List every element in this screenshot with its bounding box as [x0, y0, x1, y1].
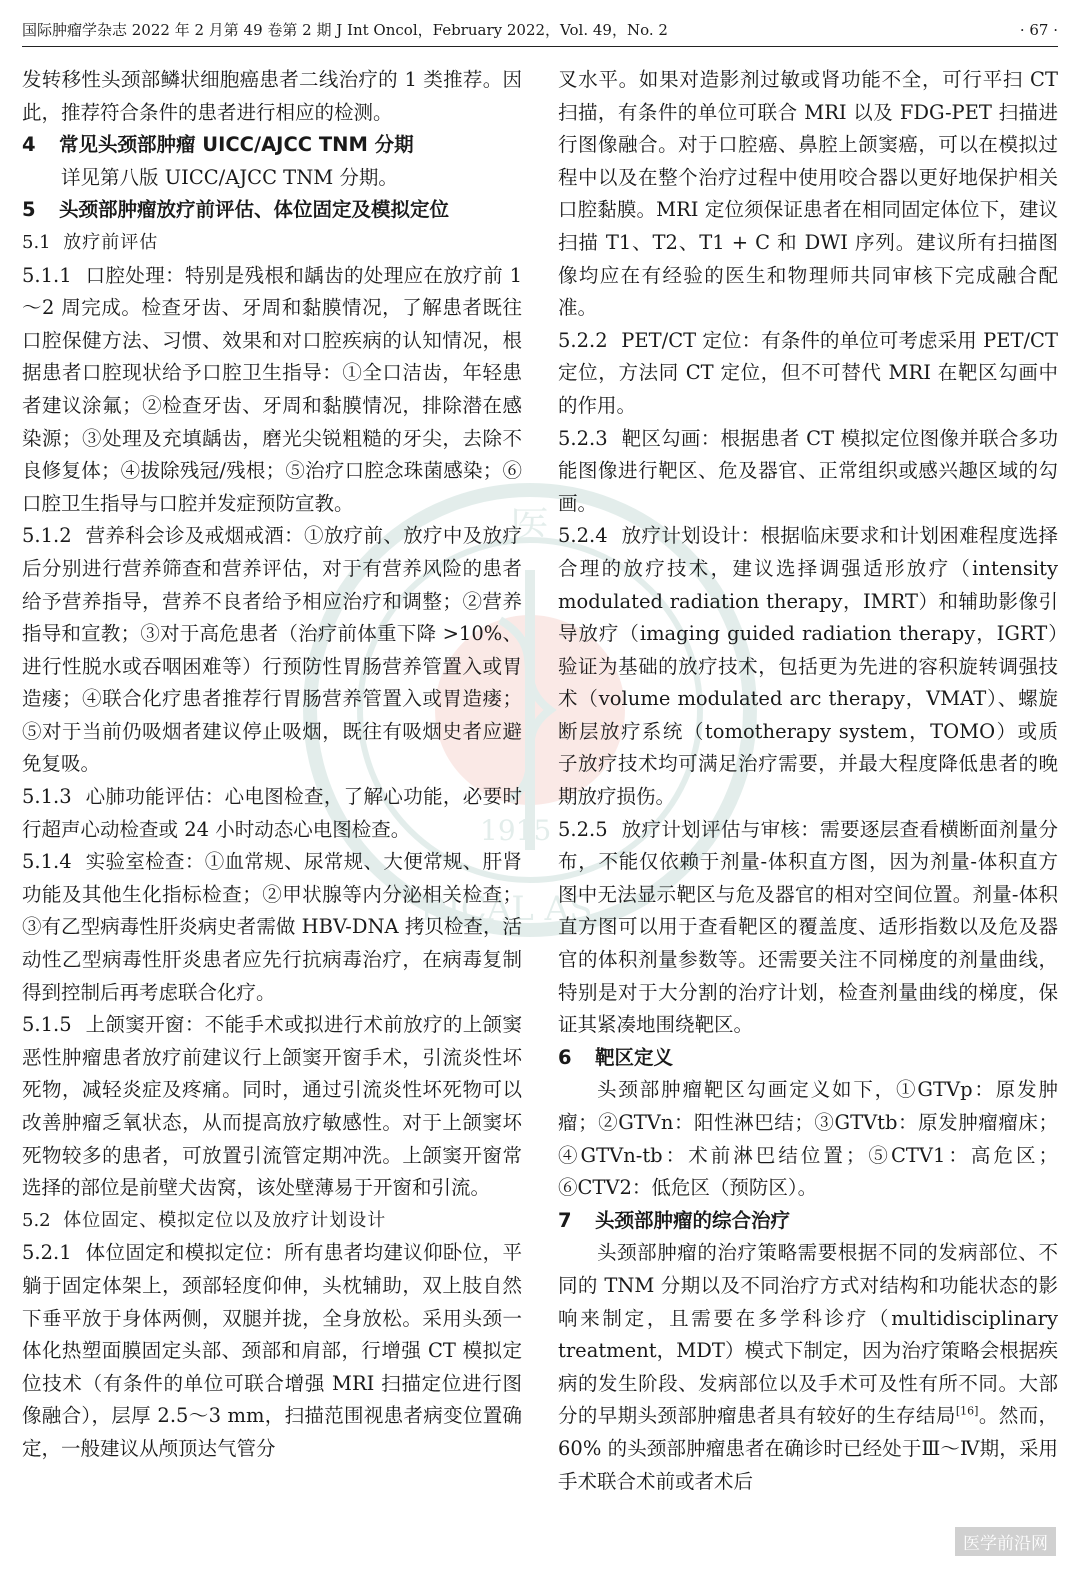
- section-7-heading: [558, 1205, 1058, 1238]
- citation-ref[interactable]: [16]: [955, 1404, 979, 1418]
- seal-year-text: 1915: [480, 814, 552, 847]
- section-text: 口腔处理：特别是残根和龋齿的处理应在放疗前 1～2 周完成。检查牙齿、牙周和黏膜情况，了解患者既往口腔保健方法、习惯、效果和对口腔疾病的认知情况，根据患者口腔现状给予口腔卫生指导：①全口洁齿，年轻患者建议涂氟；②检查牙齿、牙周和黏膜情况，排除潜在感染源；③处理及充填龋齿，磨光尖锐粗糙的牙尖，去除不良修复体；④拔除残冠/残根；⑤治疗口腔念珠菌感染；⑥口腔卫生指导与口腔并发症预防宣教。: [22, 263, 522, 515]
- section-5-1-1: [22, 260, 522, 521]
- section-number: 5.1.3: [22, 785, 72, 809]
- section-title: 体位固定、模拟定位以及放疗计划设计: [63, 1209, 387, 1231]
- section-number: 5: [22, 198, 36, 222]
- section-title: 常见头颈部肿瘤 UICC/AJCC TNM 分期: [58, 133, 414, 157]
- journal-citation: 国际肿瘤学杂志 2022 年 2 月第 49 卷第 2 期 J Int Oncol，February 2022，Vol. 49，No. 2: [22, 21, 668, 39]
- section-number: 6: [558, 1045, 572, 1069]
- section-5-1-4: [22, 846, 522, 1009]
- section-5-2-heading: [22, 1205, 522, 1238]
- section-5-1-2: [22, 520, 522, 781]
- section-5-2-4: [558, 520, 1058, 813]
- section-text: 放疗计划设计：根据临床要求和计划困难程度选择合理的放疗技术，建议选择调强适形放疗（intensity modulated radiation therapy，IMRT）和辅助影像引导放疗（imaging guided radiation therapy，IGRT）验证为基础的放疗技术，包括更为先进的容积旋转调强技术（volume modulated arc therapy，VMAT）、螺旋断层放疗系统（tomotherapy system，TOMO）或质子放疗技术均可满足治疗需要，并最大程度降低患者的晚期放疗损伤。: [558, 524, 1058, 809]
- section-number: 5.2.3: [558, 426, 608, 450]
- section-text: 头颈部肿瘤的治疗策略需要根据不同的发病部位、不同的 TNM 分期以及不同治疗方式对结构和功能状态的影响来制定，且需要在多学科诊疗（multidisciplinary treatment，MDT）模式下制定，因为治疗策略会根据疾病的发生阶段、发病部位以及手术可及性有所不同。大部分的早期头颈部肿瘤患者具有较好的生存结局: [558, 1241, 1058, 1428]
- section-text: 心肺功能评估：心电图检查，了解心功能，必要时行超声心动检查或 24 小时动态心电图检查。: [22, 785, 522, 841]
- section-number: 5.1.5: [22, 1013, 72, 1037]
- section-number: 5.2.1: [22, 1241, 72, 1265]
- page-number: · 67 ·: [1019, 21, 1058, 39]
- seal-top-text: 医: [510, 504, 550, 550]
- section-5-1-3: [22, 781, 522, 846]
- section-number: 5.2.5: [558, 817, 608, 841]
- section-5-1-5: [22, 1009, 522, 1205]
- section-number: 5.1.2: [22, 524, 72, 548]
- section-number: 5.2.2: [558, 328, 608, 352]
- running-header: [22, 14, 1058, 47]
- section-5-2-5: [558, 814, 1058, 1042]
- section-6-heading: [558, 1042, 1058, 1075]
- section-4-heading: [22, 129, 522, 162]
- section-text: 放疗计划评估与审核：需要逐层查看横断面剂量分布，不能仅依赖于剂量-体积直方图，因为剂量-体积直方图中无法显示靶区与危及器官的相对空间位置。剂量-体积直方图可以用于查看靶区的覆盖度、适形指数以及危及器官的体积剂量参数等。还需要关注不同梯度的剂量曲线，特别是对于大分割的治疗计划，检查剂量曲线的梯度，保证其紧凑地围绕靶区。: [558, 817, 1058, 1037]
- section-number: 5.1.4: [22, 850, 72, 874]
- seal-bottom-text: DICAL AS: [420, 889, 593, 929]
- section-4-text: 详见第八版 UICC/AJCC TNM 分期。: [61, 165, 398, 189]
- section-5-heading: [22, 194, 522, 227]
- section-5-1-heading: [22, 227, 522, 260]
- section-7-text: [558, 1237, 1058, 1498]
- section-5-2-1: [22, 1237, 522, 1465]
- section-number: 7: [558, 1208, 572, 1232]
- section-5-2-3: [558, 423, 1058, 521]
- paragraph-continued: 叉水平。如果对造影剂过敏或肾功能不全，可行平扫 CT 扫描，有条件的单位可联合 MRI 以及 FDG-PET 扫描进行图像融合。对于口腔癌、鼻腔上颌窦癌，可以在模拟过程中以及在整个治疗过程中使用咬合器以更好地保护相关口腔黏膜。MRI 定位须保证患者在相同固定体位下，建议扫描 T1、T2、T1 + C 和 DWI 序列。建议所有扫描图像均应在有经验的医生和物理师共同审核下完成融合配准。: [558, 68, 1058, 320]
- section-5-2-2: [558, 325, 1058, 423]
- right-column: [558, 64, 1058, 1574]
- section-number: 5.1: [22, 231, 51, 253]
- section-title: 放疗前评估: [63, 231, 159, 253]
- paragraph-continued: 发转移性头颈部鳞状细胞癌患者二线治疗的 1 类推荐。因此，推荐符合条件的患者进行相应的检测。: [22, 68, 522, 124]
- section-6-text: 头颈部肿瘤靶区勾画定义如下，①GTVp：原发肿瘤；②GTVn：阳性淋巴结；③GTVtb：原发肿瘤瘤床；④GTVn-tb：术前淋巴结位置；⑤CTV1：高危区；⑥CTV2：低危区（预防区）。: [558, 1078, 1058, 1200]
- section-text: 体位固定和模拟定位：所有患者均建议仰卧位，平躺于固定体架上，颈部轻度仰伸，头枕辅助，双上肢自然下垂平放于身体两侧，双腿并拢，全身放松。采用头颈一体化热塑面膜固定头部、颈部和肩部，行增强 CT 模拟定位技术（有条件的单位可联合增强 MRI 扫描定位进行图像融合），层厚 2.5～3 mm，扫描范围视患者病变位置确定，一般建议从颅顶达气管分: [22, 1241, 522, 1460]
- section-title: 头颈部肿瘤放疗前评估、体位固定及模拟定位: [58, 198, 449, 222]
- section-text: 靶区勾画：根据患者 CT 模拟定位图像并联合多功能图像进行靶区、危及器官、正常组织或感兴趣区域的勾画。: [558, 426, 1058, 515]
- section-title: 头颈部肿瘤的综合治疗: [594, 1208, 790, 1232]
- section-text: 营养科会诊及戒烟戒酒：①放疗前、放疗中及放疗后分别进行营养筛查和营养评估，对于有营养风险的患者给予营养指导，营养不良者给予相应治疗和调整；②营养指导和宣教；③对于高危患者（治疗前体重下降 >10%、进行性脱水或吞咽困难等）行预防性胃肠营养管置入或胃造瘘；④联合化疗患者推荐行胃肠营养管置入或胃造瘘；⑤对于当前仍吸烟者建议停止吸烟，既往有吸烟史者应避免复吸。: [22, 524, 522, 776]
- section-number: 4: [22, 133, 36, 157]
- section-text: 实验室检查：①血常规、尿常规、大便常规、肝肾功能及其他生化指标检查；②甲状腺等内分泌相关检查；③有乙型病毒性肝炎病史者需做 HBV-DNA 拷贝检查，活动性乙型病毒性肝炎患者应先行抗病毒治疗，在病毒复制得到控制后再考虑联合化疗。: [22, 850, 522, 1004]
- section-number: 5.2: [22, 1209, 51, 1231]
- section-text: 上颌窦开窗：不能手术或拟进行术前放疗的上颌窦恶性肿瘤患者放疗前建议行上颌窦开窗手术，引流炎性坏死物，减轻炎症及疼痛。同时，通过引流炎性坏死物可以改善肿瘤乏氧状态，从而提高放疗敏感性。对于上颌窦坏死物较多的患者，可放置引流管定期冲洗。上颌窦开窗常选择的部位是前壁犬齿窝，该处壁薄易于开窗和引流。: [22, 1013, 522, 1200]
- site-watermark: 医学前沿网: [955, 1527, 1056, 1556]
- section-number: 5.2.4: [558, 524, 608, 548]
- section-text: PET/CT 定位：有条件的单位可考虑采用 PET/CT 定位，方法同 CT 定位，但不可替代 MRI 在靶区勾画中的作用。: [558, 328, 1058, 417]
- section-number: 5.1.1: [22, 263, 72, 287]
- section-text: 。然而，60% 的头颈部肿瘤患者在确诊时已经处于Ⅲ～Ⅳ期，采用手术联合术前或者术后: [558, 1404, 1058, 1493]
- left-column: [22, 64, 522, 1574]
- section-title: 靶区定义: [594, 1045, 673, 1069]
